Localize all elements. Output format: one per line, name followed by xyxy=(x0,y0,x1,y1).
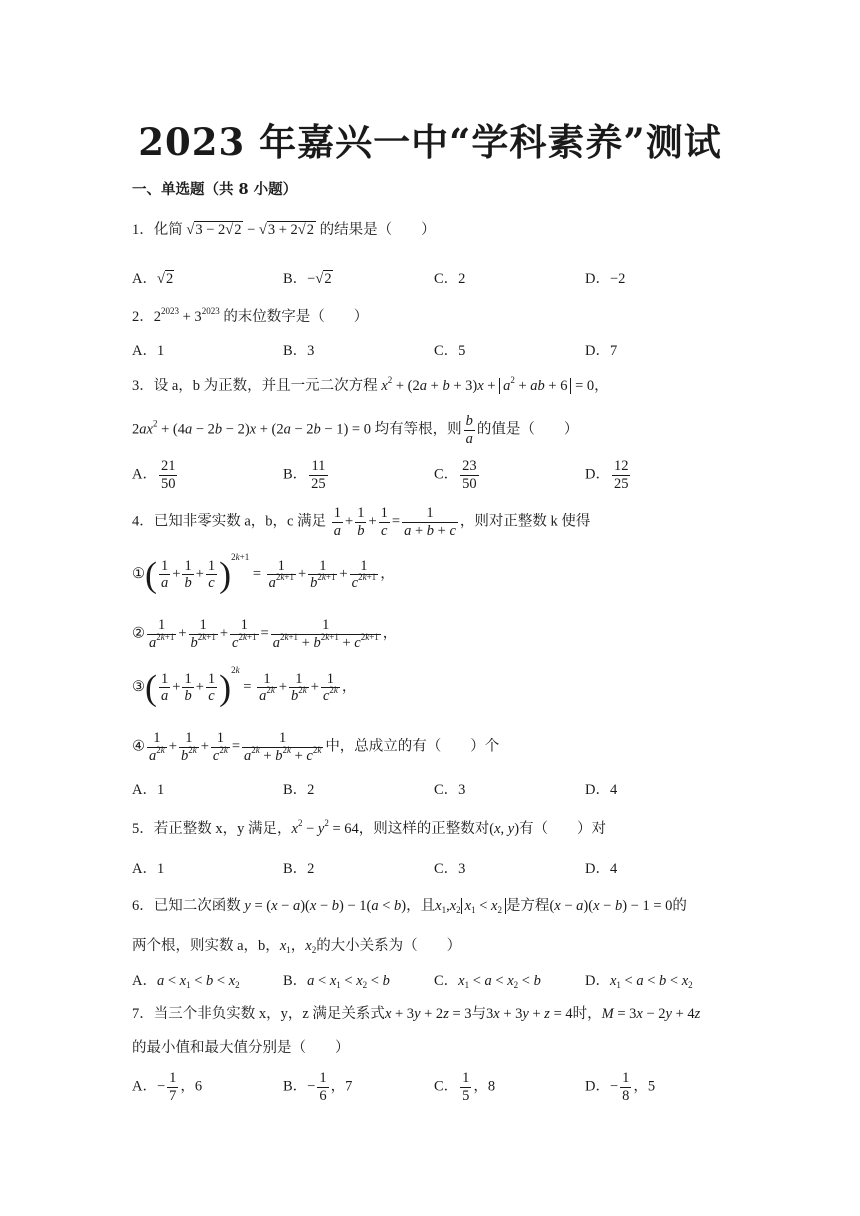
question-7-line-2: 的最小值和最大值分别是（ ） xyxy=(132,1040,350,1056)
question-number: 1． xyxy=(132,222,154,238)
option-b: B．$a < x_1 < x_2 < b$ xyxy=(283,973,390,990)
option-b: B． $\frac{11}{25}$ xyxy=(283,458,326,492)
question-7: 7．当三个非负实数 x，y，z 满足关系式x + 3y + 2z = 3与3x + 3y + z = 4时，M = 3x − 2y + 4z xyxy=(132,1006,701,1022)
option-d: D．4 xyxy=(585,861,618,877)
option-d: D． $\frac{12}{25}$ xyxy=(585,458,629,492)
option-a: A．1 xyxy=(132,861,165,877)
page-title: 2023 年嘉兴一中“学科素养”测试 xyxy=(138,120,722,164)
option-b: B．2 xyxy=(283,782,315,798)
option-b: B．−√2 xyxy=(283,271,332,287)
option-b: B．2 xyxy=(283,861,315,877)
question-3: 3．设 a，b 为正数，并且一元二次方程 $x^2 + (2a + b + 3)x + a^2$ + ab + 6 = 0， xyxy=(132,375,609,394)
option-a: A．1 xyxy=(132,343,165,359)
question-1: 1．化简 √3 − 2√2 − √3 + 2√2 的结果是（ ） xyxy=(132,222,436,238)
option-a: A． $\frac{21}{50}$ xyxy=(132,458,176,492)
option-d: D．4 xyxy=(585,782,618,798)
statement-1: ①( $\frac{1}{a}$ + $\frac{1}{b}$ + $\frac{1}{c}$ )$^{2k+1}$ = $\frac{1}{a^{2k+1}}$ + $\frac{1}{b^{2k+1}}$ + $\frac{1}{c^{2k+1}}$ ， xyxy=(132,552,395,595)
option-a: A．√2 xyxy=(132,271,174,287)
option-c: C．2 xyxy=(434,271,466,287)
statement-3: ③( $\frac{1}{a}$ + $\frac{1}{b}$ + $\frac{1}{c}$ )$^{2k}$ = $\frac{1}{a^{2k}}$ + $\frac{1}{b^{2k}}$ + $\frac{1}{c^{2k}}$ ， xyxy=(132,665,357,708)
option-c: C．3 xyxy=(434,861,466,877)
option-b: B．3 xyxy=(283,343,315,359)
question-3-line-2: $2ax^2 + (4a - 2b - 2)x + (2a - 2b - 1) = 0$ 均有等根，则 $\frac{b}{a}$ 的值是（ ） xyxy=(132,413,579,447)
formula: √3 − 2√2 − √3 + 2√2 xyxy=(186,222,315,238)
option-d: D．7 xyxy=(585,343,618,359)
section-heading: 一、单选题（共 8 小题） xyxy=(132,181,298,198)
question-2: 2．$2^{2023} + 3^{2023}$ 的末位数字是（ ） xyxy=(132,306,369,325)
question-4: 4．已知非零实数 a，b，c 满足 $\frac{1}{a}$ + $\frac{1}{b}$ + $\frac{1}{c}$ = $\frac{1}{a + b + c}$ ，则对正整数 k 使得 xyxy=(132,505,591,539)
question-6: 6．已知二次函数 y = (x − a)(x − b) − 1(a < b)，且$x_1,x_2$ $x_1 < x_2$ 是方程(x − a)(x − b) − 1 = 0的 xyxy=(132,898,687,915)
option-c: C．3 xyxy=(434,782,466,798)
option-d: D．− $\frac{1}{8}$ ，5 xyxy=(585,1070,656,1104)
option-b: B．− $\frac{1}{6}$ ，7 xyxy=(283,1070,353,1104)
option-a: A．1 xyxy=(132,782,165,798)
option-c: C． $\frac{23}{50}$ xyxy=(434,458,477,492)
option-c: C．$x_1 < a < x_2 < b$ xyxy=(434,973,541,990)
question-6-line-2: 两个根，则实数 a，b，$x_1$，$x_2$的大小关系为（ ） xyxy=(132,938,462,955)
option-a: A．$a < x_1 < b < x_2$ xyxy=(132,973,240,990)
question-5: 5．若正整数 x，y 满足，$x^2 - y^2 = 64$，则这样的正整数对(x, y)有（ ）对 xyxy=(132,818,607,837)
statement-4: ④ $\frac{1}{a^{2k}}$ + $\frac{1}{b^{2k}}$ + $\frac{1}{c^{2k}}$ = $\frac{1}{a^{2k} + b^{2k} + c^{2k}}$ 中，总成立的有（ ）个 xyxy=(132,730,500,764)
option-c: C．5 xyxy=(434,343,466,359)
option-d: D．−2 xyxy=(585,271,626,287)
option-c: C． $\frac{1}{5}$ ，8 xyxy=(434,1070,496,1104)
option-a: A．− $\frac{1}{7}$ ，6 xyxy=(132,1070,203,1104)
statement-2: ② $\frac{1}{a^{2k+1}}$ + $\frac{1}{b^{2k+1}}$ + $\frac{1}{c^{2k+1}}$ = $\frac{1}{a^{2k+1} + b^{2k+1} + c^{2k+1}}$ ， xyxy=(132,617,398,651)
option-d: D．$x_1 < a < b < x_2$ xyxy=(585,973,693,990)
